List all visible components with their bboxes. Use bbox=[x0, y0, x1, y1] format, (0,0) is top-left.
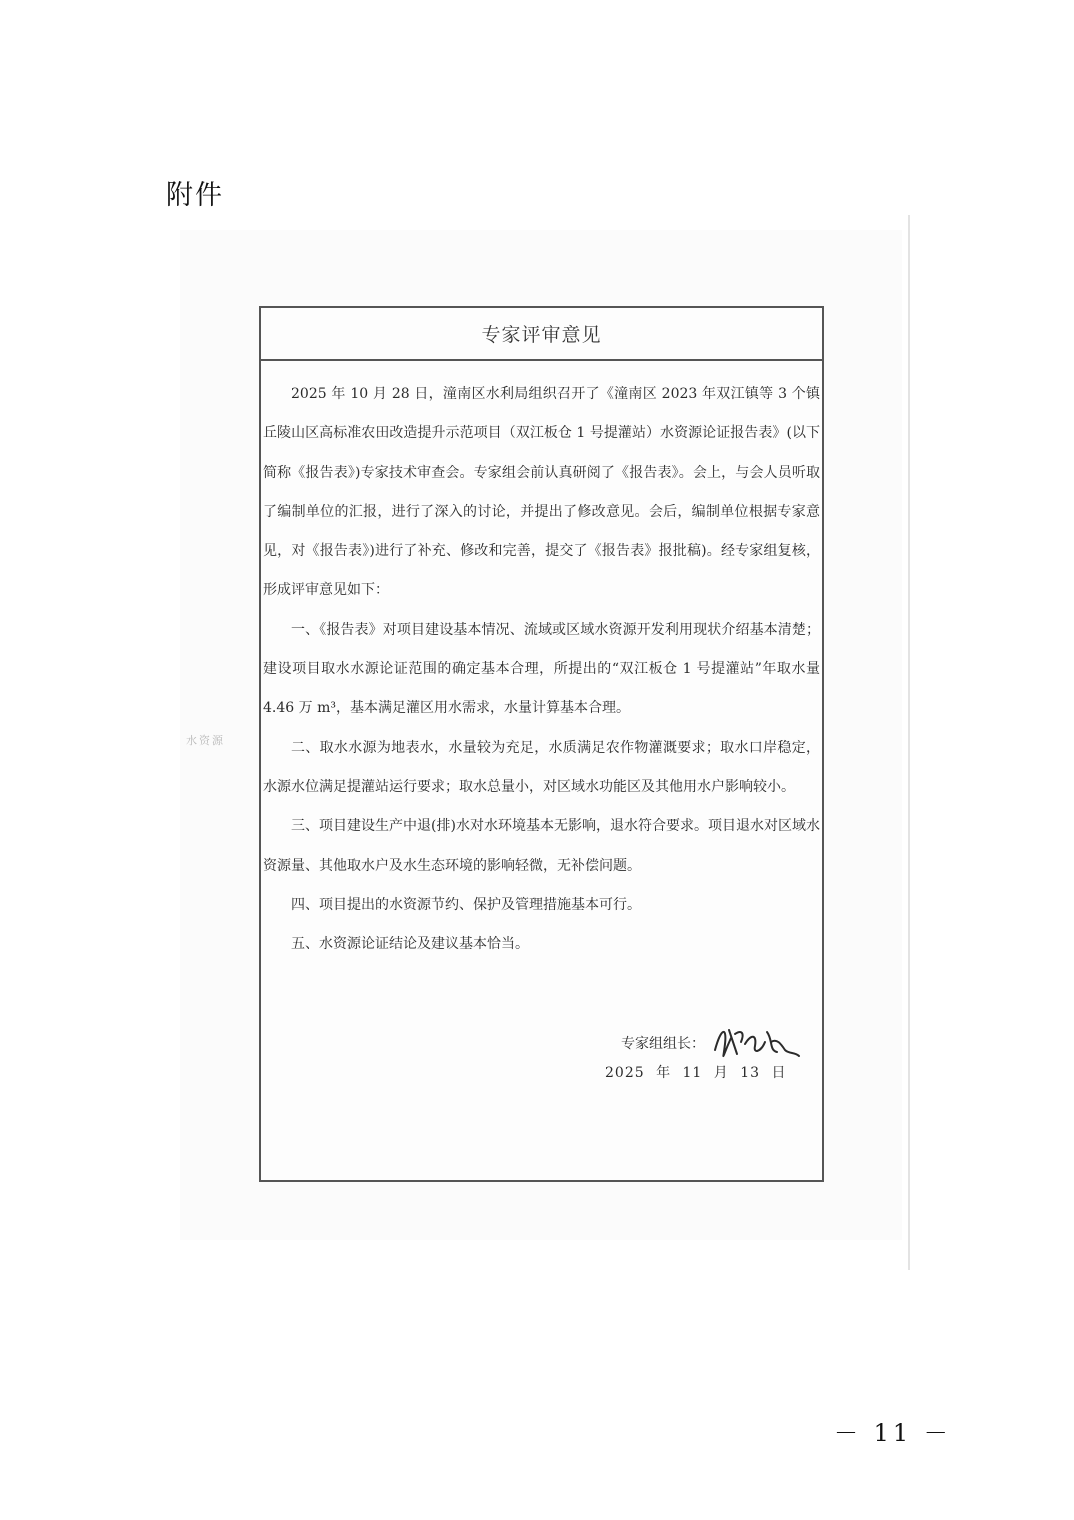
scan-edge-line bbox=[908, 215, 910, 1270]
review-title: 专家评审意见 bbox=[481, 324, 602, 346]
handwritten-signature bbox=[711, 1020, 803, 1066]
review-title-bar bbox=[261, 308, 822, 361]
review-body bbox=[261, 361, 822, 964]
leader-row bbox=[621, 1020, 803, 1066]
review-paragraph-intro: 2025 年 10 月 28 日，潼南区水利局组织召开了《潼南区 2023 年双江镇等 3 个镇丘陵山区高标准农田改造提升示范项目（双江板仓 1 号提灌站）水资源论证报告表》(以下简称《报告表》)专家技术审查会。专家组会前认真研阅了《报告表》。会上，与会人员听取了编制单位的汇报，进行了深入的讨论，并提出了修改意见。会后，编制单位根据专家意见，对《报告表》)进行了补充、修改和完善，提交了《报告表》报批稿)。经专家组复核，形成评审意见如下： bbox=[263, 386, 820, 599]
review-paragraph-5: 五、水资源论证结论及建议基本恰当。 bbox=[291, 936, 529, 953]
review-paragraph-4: 四、项目提出的水资源节约、保护及管理措施基本可行。 bbox=[291, 896, 641, 913]
sign-date: 2025 年 11 月 13 日 bbox=[605, 1065, 787, 1081]
review-paragraph-2: 二、取水水源为地表水，水量较为充足，水质满足农作物灌溉要求；取水口岸稳定，水源水位满足提灌站运行要求；取水总量小，对区域水功能区及其他用水户影响较小。 bbox=[263, 739, 820, 795]
leader-label: 专家组组长： bbox=[621, 1036, 705, 1052]
review-paragraph-3: 三、项目建设生产中退(排)水对水环境基本无影响，退水符合要求。项目退水对区域水资源量、其他取水户及水生态环境的影响轻微，无补偿问题。 bbox=[263, 818, 820, 874]
faint-bleed-through-text: 水资源 bbox=[186, 734, 225, 747]
expert-review-box bbox=[259, 306, 824, 1182]
page-number: － 11 － bbox=[834, 1419, 952, 1447]
review-paragraph-1: 一、《报告表》对项目建设基本情况、流域或区域水资源开发利用现状介绍基本清楚；建设项目取水水源论证范围的确定基本合理，所提出的“双江板仓 1 号提灌站”年取水量 4.46 万 m³，基本满足灌区用水需求，水量计算基本合理。 bbox=[263, 621, 820, 717]
attachment-label: 附件 bbox=[166, 180, 224, 211]
